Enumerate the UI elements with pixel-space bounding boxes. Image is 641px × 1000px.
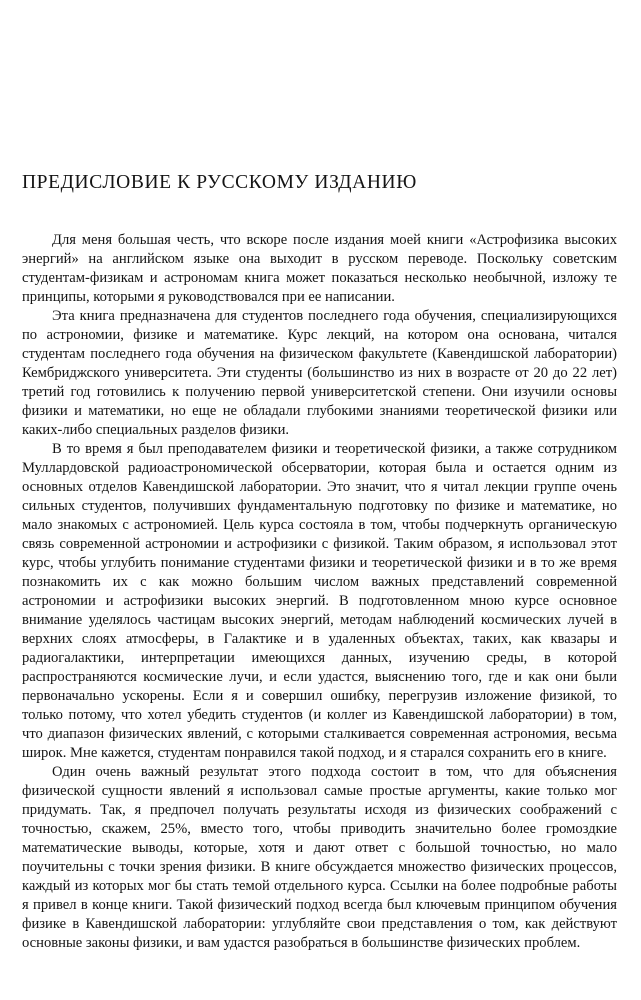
body-text <box>22 231 617 953</box>
paragraph: Для меня большая честь, что вскоре после издания моей книги «Астрофизика высоких энергий» на английском языке она выходит в русском переводе. Поскольку советским студентам-физикам и астрономам книга может показаться несколько необычной, изложу те принципы, которыми я руководствовался при ее написании. <box>22 232 617 305</box>
paragraph: Эта книга предназначена для студентов последнего года обучения, специализирующихся по астрономии, физике и математике. Курс лекций, на котором она основана, читался студентам последнего года обучения на физическом факультете (Кавендишской лаборатории) Кембриджского университета. Эти студенты (большинство из них в возрасте от 20 до 22 лет) третий год готовились к получению первой университетской степени. Они изучили основы физики и математики, но еще не обладали глубокими знаниями теоретической физики или каких-либо специальных разделов физики. <box>22 308 617 438</box>
page-title: ПРЕДИСЛОВИЕ К РУССКОМУ ИЗДАНИЮ <box>22 172 417 193</box>
paragraph: В то время я был преподавателем физики и теоретической физики, а также сотрудником Муллардовской радиоастрономической обсерватории, которая была и остается одним из основных отделов Кавендишской лаборатории. Это значит, что я читал лекции группе очень сильных студентов, получивших фундаментальную подготовку по физике и математике, но мало знакомых с астрономией. Цель курса состояла в том, чтобы подчеркнуть органическую связь современной астрономии и астрофизики с физикой. Таким образом, я использовал этот курс, чтобы углубить понимание студентами физики и теоретической физики и в то же время познакомить их с как можно большим числом важных представлений современной астрономии и астрофизики высоких энергий. В подготовленном мною курсе основное внимание уделялось частицам высоких энергий, методам наблюдений космических лучей в верхних слоях атмосферы, в Галактике и в удаленных объектах, таких, как квазары и радиогалактики, интерпретации имеющихся данных, изучению среды, в которой распространяются космические лучи, и если удастся, выяснению того, где и как они были первоначально ускорены. Если я и совершил ошибку, перегрузив изложение физикой, то только потому, что хотел убедить студентов (и коллег из Кавендишской лаборатории) в том, что диапазон физических явлений, с которыми сталкивается современная астрономия, весьма широк. Мне кажется, студентам понравился такой подход, и я старался сохранить его в книге. <box>22 441 617 761</box>
paragraph: Один очень важный результат этого подхода состоит в том, что для объяснения физической сущности явлений я использовал самые простые аргументы, какие только мог придумать. Так, я предпочел получать результаты исходя из физических соображений с точностью, скажем, 25%, вместо того, чтобы приводить значительно более громоздкие математические выводы, которые, хотя и дают ответ с большой точностью, но мало поучительны с точки зрения физики. В книге обсуждается множество физических процессов, каждый из которых мог бы стать темой отдельного курса. Ссылки на более подробные работы я привел в конце книги. Такой физический подход всегда был ключевым принципом обучения физике в Кавендишской лаборатории: углубляйте свои представления о том, как действуют основные законы физики, и вам удастся разобраться в большинстве физических проблем. <box>22 764 617 951</box>
